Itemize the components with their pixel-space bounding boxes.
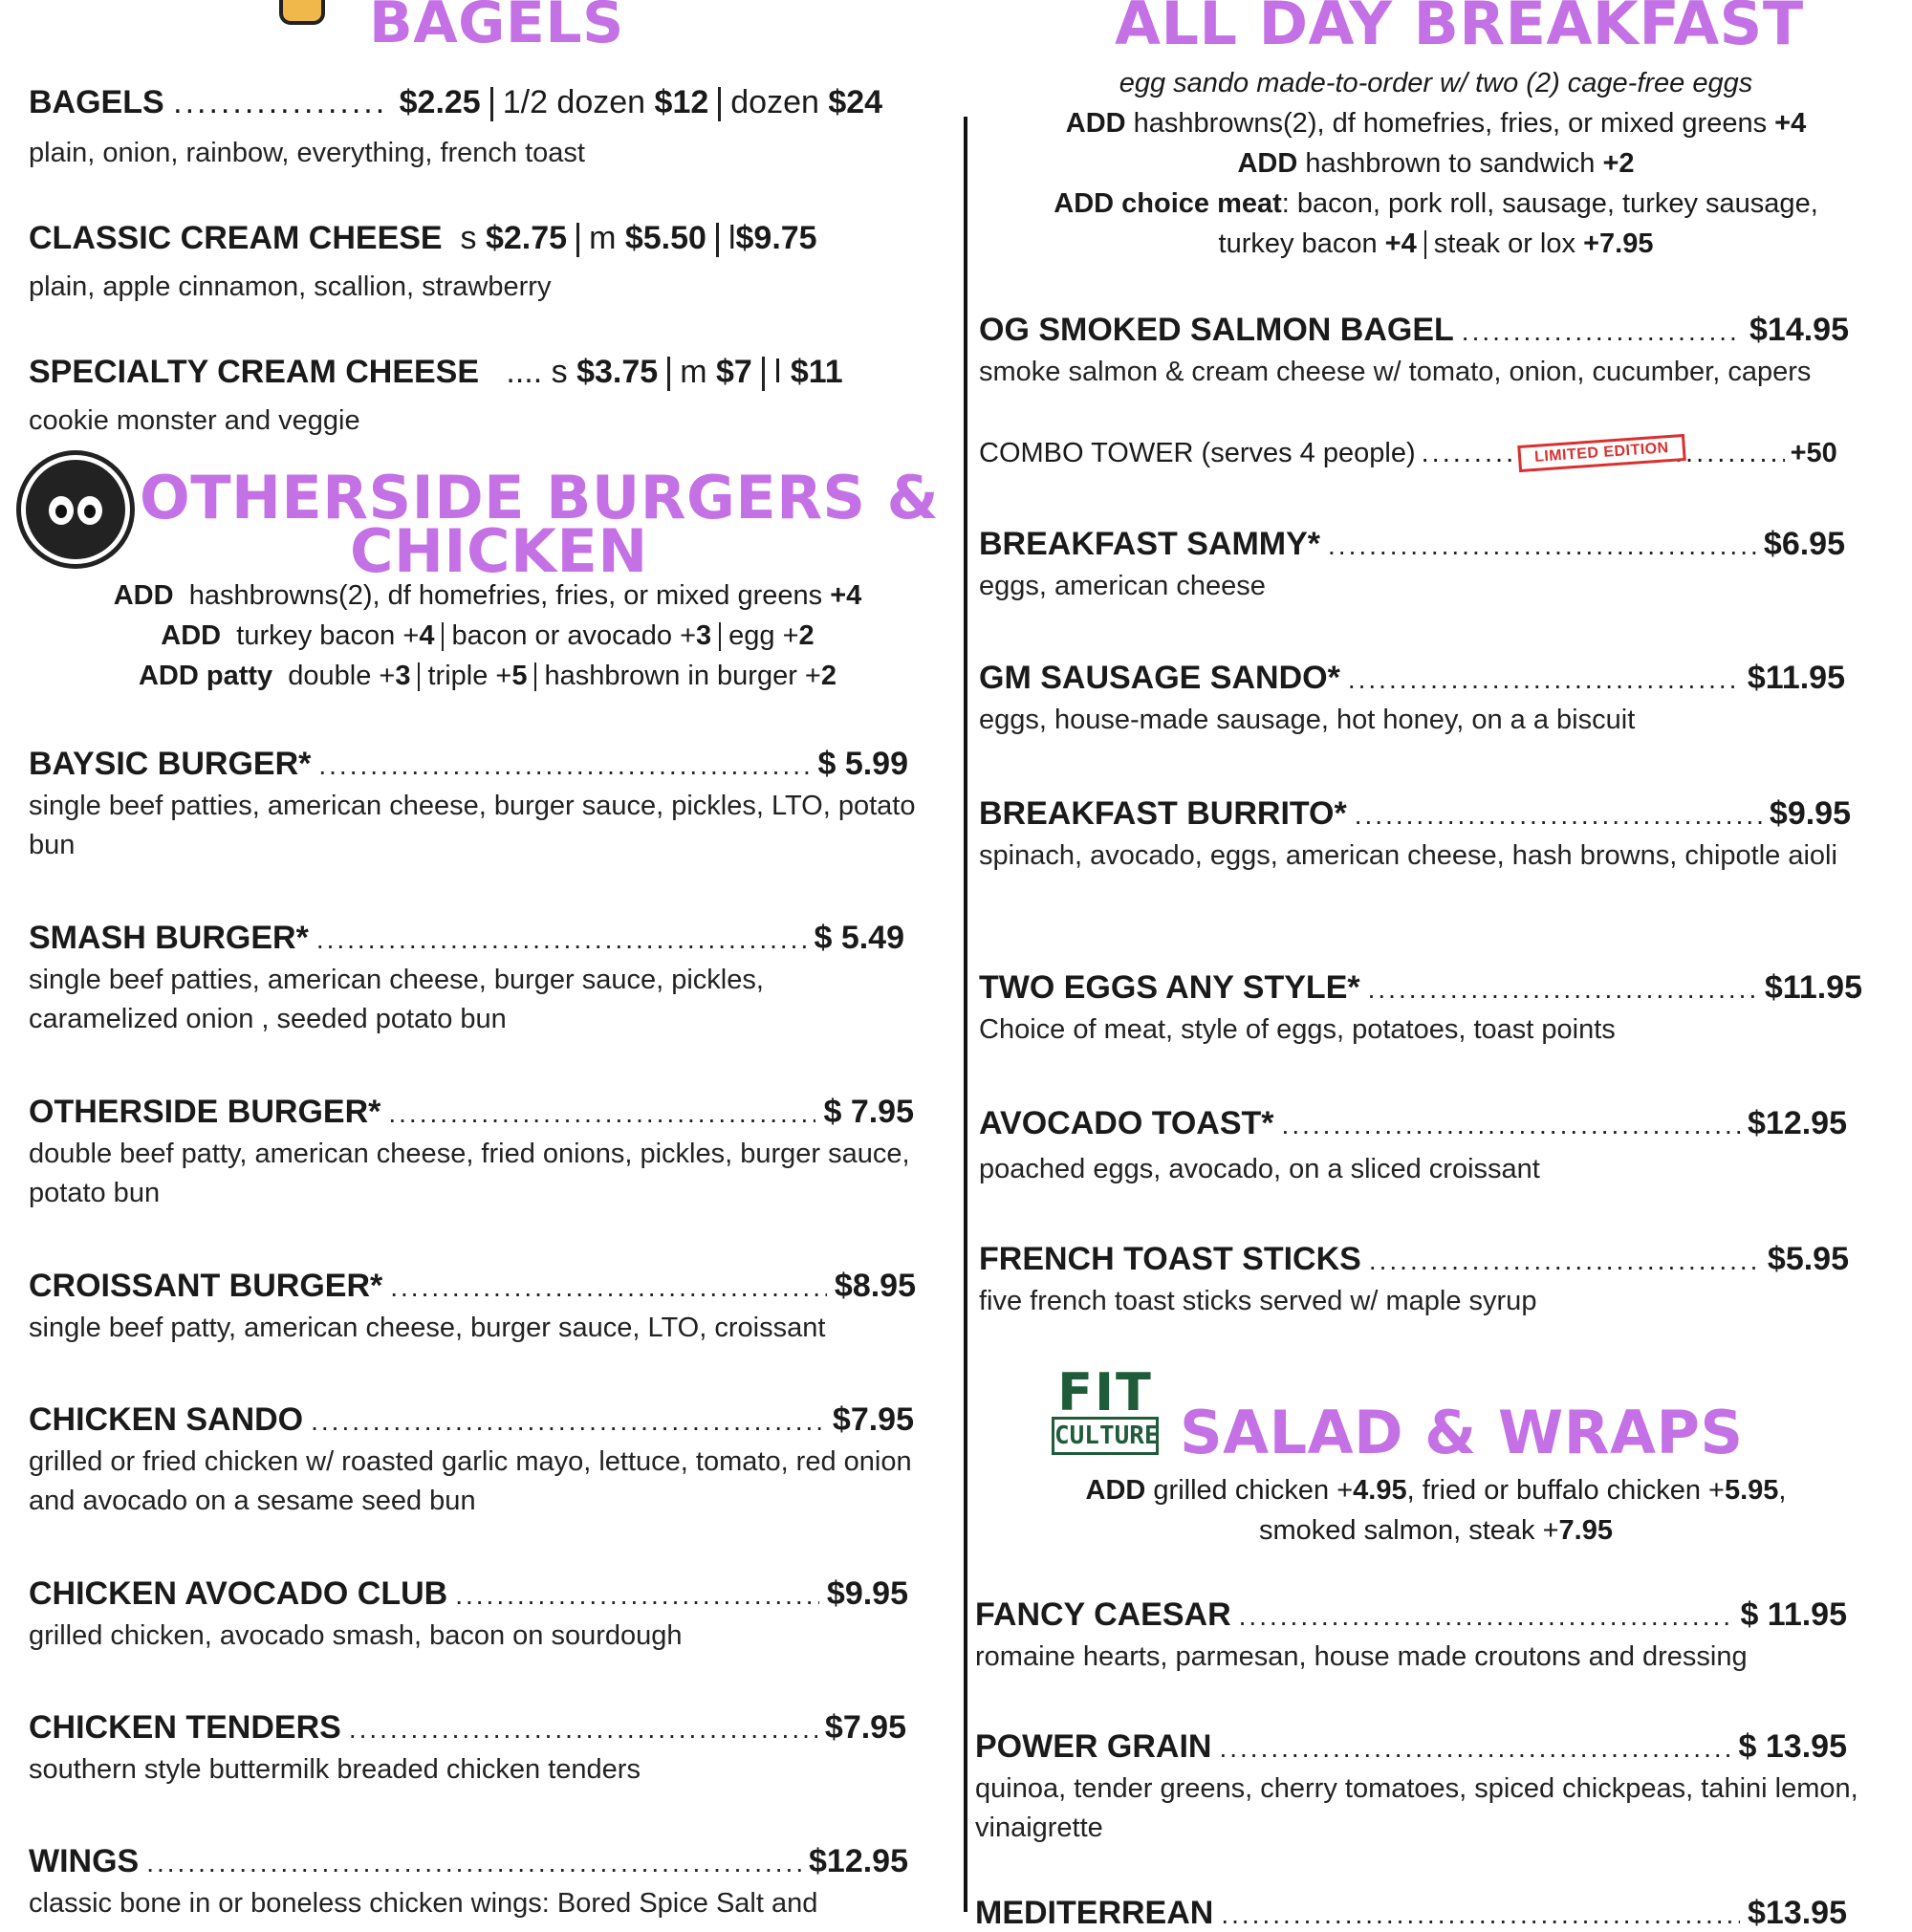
item-desc: romaine hearts, parmesan, house made croutons and dressing xyxy=(975,1641,1748,1672)
item-desc: poached eggs, avocado, on a sliced croissant xyxy=(979,1154,1540,1184)
burgers-heading-line2: CHICKEN xyxy=(350,516,648,586)
item-desc: eggs, house-made sausage, hot honey, on a a biscuit xyxy=(979,705,1636,735)
dots xyxy=(318,750,810,781)
item-name: GM SAUSAGE SANDO* xyxy=(979,660,1340,696)
dozen-price: $24 xyxy=(828,84,883,120)
menu-item xyxy=(29,920,904,1039)
size-s-label: s xyxy=(460,220,477,256)
addon-price: +7.95 xyxy=(1583,228,1654,259)
menu-item xyxy=(29,1094,914,1213)
breakfast-addons xyxy=(979,63,1893,264)
addon-text: turkey bacon + xyxy=(236,620,420,651)
item-desc: grilled chicken, avocado smash, bacon on sourdough xyxy=(29,1620,683,1651)
item-price: $ 5.99 xyxy=(817,746,908,782)
menu-item xyxy=(979,1241,1849,1321)
menu-item xyxy=(29,1268,916,1348)
menu-item xyxy=(29,746,916,865)
menu-item xyxy=(975,1895,1847,1932)
addon-price: 2 xyxy=(798,620,815,651)
item-price: $6.95 xyxy=(1763,526,1845,562)
column-divider xyxy=(964,117,967,1912)
item-name: WINGS xyxy=(29,1843,140,1879)
item-price: $ 11.95 xyxy=(1740,1596,1847,1633)
breakfast-subtitle: egg sando made-to-order w/ two (2) cage-free eggs xyxy=(1119,68,1753,98)
item-name: FANCY CAESAR xyxy=(975,1596,1231,1633)
menu-item xyxy=(29,1709,906,1790)
size-m-price: $5.50 xyxy=(624,220,706,256)
menu-item xyxy=(975,1596,1847,1677)
item-price: $ 7.95 xyxy=(823,1094,914,1130)
combo-price: +50 xyxy=(1790,438,1837,468)
separator xyxy=(718,87,721,121)
addon-line xyxy=(19,656,956,696)
dots xyxy=(349,1714,817,1745)
add-label: ADD xyxy=(1085,1475,1146,1506)
item-desc: spinach, avocado, eggs, american cheese, hash browns, chipotle aioli xyxy=(979,840,1837,871)
item-name: BREAKFAST SAMMY* xyxy=(979,526,1321,562)
addon-price: 4 xyxy=(419,620,435,651)
item-price: $ 5.49 xyxy=(814,920,904,956)
menu-item xyxy=(979,526,1845,606)
add-label: ADD xyxy=(1237,148,1298,179)
addon-price: 4.95 xyxy=(1353,1475,1407,1506)
addon-text: smoked salmon, steak + xyxy=(1259,1515,1559,1546)
add-label: ADD patty xyxy=(138,661,273,691)
dots xyxy=(1355,800,1762,831)
limited-edition-stamp-icon: LIMITED EDITION xyxy=(1517,434,1685,472)
dots xyxy=(1462,316,1742,347)
separator xyxy=(534,662,536,691)
addon-text: double + xyxy=(288,661,396,691)
dots xyxy=(1348,664,1740,695)
item-desc: single beef patty, american cheese, burger sauce, LTO, croissant xyxy=(29,1313,826,1343)
item-desc: classic bone in or boneless chicken wings: Bored Spice Salt and xyxy=(29,1888,818,1919)
separator xyxy=(762,357,765,391)
item-desc: double beef patty, american cheese, fried onions, pickles, burger sauce, potato bun xyxy=(29,1139,910,1208)
addon-text: steak or lox xyxy=(1433,228,1576,259)
item-name: OG SMOKED SALMON BAGEL xyxy=(979,312,1454,348)
menu-item xyxy=(29,1575,908,1656)
addon-price: 5.95 xyxy=(1724,1475,1779,1506)
separator xyxy=(667,357,670,391)
dots xyxy=(1221,1899,1740,1930)
addon-line xyxy=(979,1470,1893,1510)
item-price: $14.95 xyxy=(1749,312,1849,348)
size-m-price: $7 xyxy=(715,354,752,390)
dots xyxy=(1219,1733,1730,1764)
item-name: CHICKEN SANDO xyxy=(29,1401,304,1438)
item-name: POWER GRAIN xyxy=(975,1728,1212,1765)
addon-price: 7.95 xyxy=(1558,1515,1613,1546)
add-label: ADD xyxy=(1065,108,1126,139)
menu-item xyxy=(979,1105,1847,1189)
menu-item xyxy=(979,312,1849,392)
addon-line xyxy=(979,143,1893,184)
item-name: FRENCH TOAST STICKS xyxy=(979,1241,1361,1277)
classic-cream-cheese-desc: plain, apple cinnamon, scallion, strawberry xyxy=(29,271,552,302)
item-desc: southern style buttermilk breaded chicken tenders xyxy=(29,1754,641,1785)
item-name: AVOCADO TOAST* xyxy=(979,1105,1274,1141)
dots xyxy=(1328,531,1756,561)
addon-price: 2 xyxy=(820,661,837,691)
item-name: OTHERSIDE BURGER* xyxy=(29,1094,381,1130)
size-l-price: $9.75 xyxy=(735,220,817,256)
salads-heading: SALAD & WRAPS xyxy=(1180,1398,1744,1467)
addon-line xyxy=(979,1510,1893,1551)
addon-text: hashbrowns(2), df homefries, fries, or mixed greens xyxy=(1133,108,1768,139)
bagels-price: $2.25 xyxy=(399,84,481,120)
addon-price: +2 xyxy=(1602,148,1635,179)
item-name: MEDITERREAN xyxy=(975,1895,1214,1931)
addon-text: , xyxy=(1778,1475,1787,1506)
size-m-label: m xyxy=(589,220,617,256)
separator xyxy=(442,622,444,651)
item-name: TWO EGGS ANY STYLE* xyxy=(979,969,1360,1006)
bagels-price-line xyxy=(29,84,882,121)
salads-addons xyxy=(979,1470,1893,1551)
addon-text: grilled chicken + xyxy=(1153,1475,1354,1506)
addon-line xyxy=(979,103,1893,143)
item-name: BREAKFAST BURRITO* xyxy=(979,795,1347,832)
item-desc: single beef patties, american cheese, burger sauce, pickles, caramelized onion , seeded potato bun xyxy=(29,965,764,1034)
addon-line xyxy=(979,184,1893,224)
item-desc: eggs, american cheese xyxy=(979,571,1266,601)
fit-logo-text: FIT xyxy=(1057,1362,1153,1422)
size-s-price: $2.75 xyxy=(485,220,568,256)
separator xyxy=(1424,230,1426,259)
item-desc: Choice of meat, style of eggs, potatoes, toast points xyxy=(979,1014,1616,1045)
separator xyxy=(716,223,719,257)
menu-item xyxy=(29,1843,908,1923)
addon-text: bacon or avocado + xyxy=(451,620,697,651)
size-l-label: l xyxy=(728,220,736,256)
addon-price: 3 xyxy=(696,620,712,651)
item-price: $5.95 xyxy=(1767,1241,1849,1277)
item-name: CROISSANT BURGER* xyxy=(29,1268,383,1304)
addon-price: +4 xyxy=(1384,228,1417,259)
specialty-cream-cheese-name: SPECIALTY CREAM CHEESE xyxy=(29,354,480,390)
menu-item xyxy=(979,795,1851,876)
addon-text: triple + xyxy=(427,661,512,691)
add-label: ADD xyxy=(161,620,222,651)
addon-text: hashbrowns(2), df homefries, fries, or mixed greens xyxy=(188,580,823,611)
breakfast-heading: ALL DAY BREAKFAST xyxy=(1115,0,1804,58)
combo-tower-line xyxy=(979,438,1843,469)
dots xyxy=(1239,1601,1733,1632)
size-s-price: $3.75 xyxy=(576,354,659,390)
fit-culture-logo-icon xyxy=(1052,1362,1160,1455)
add-label: ADD xyxy=(113,580,174,611)
culture-logo-text: CULTURE xyxy=(1052,1417,1159,1455)
item-desc: grilled or fried chicken w/ roasted garlic mayo, lettuce, tomato, red onion and avocado on a sesame seed bun xyxy=(29,1446,912,1516)
classic-cream-cheese-line xyxy=(29,220,817,257)
item-desc: single beef patties, american cheese, burger sauce, pickles, LTO, potato bun xyxy=(29,791,916,860)
size-l-label: l xyxy=(773,354,782,390)
half-dozen-label: 1/2 dozen xyxy=(502,84,646,120)
dots xyxy=(1282,1110,1740,1140)
dots xyxy=(146,1848,801,1878)
dots xyxy=(1369,1246,1760,1276)
item-desc: five french toast sticks served w/ maple syrup xyxy=(979,1286,1537,1316)
otherside-logo-icon xyxy=(21,455,130,564)
addon-price: 3 xyxy=(395,661,411,691)
size-s-label: s xyxy=(551,354,568,390)
item-price: $9.95 xyxy=(826,1575,908,1612)
bagels-heading: BAGELS xyxy=(369,0,624,56)
dots xyxy=(316,924,807,955)
dots xyxy=(1368,974,1757,1005)
size-m-label: m xyxy=(680,354,707,390)
dots xyxy=(390,1272,827,1303)
dots: .... xyxy=(506,354,543,390)
item-price: $13.95 xyxy=(1748,1895,1847,1931)
specialty-cream-cheese-desc: cookie monster and veggie xyxy=(29,405,360,436)
item-price: $9.95 xyxy=(1769,795,1851,832)
addon-text: egg + xyxy=(728,620,799,651)
addon-line xyxy=(19,616,956,656)
item-price: $12.95 xyxy=(1748,1105,1847,1141)
dozen-label: dozen xyxy=(730,84,819,120)
menu-item xyxy=(29,1401,914,1521)
addon-text: turkey bacon xyxy=(1218,228,1378,259)
separator xyxy=(576,223,579,257)
addon-line xyxy=(19,575,956,616)
addon-price: +4 xyxy=(1774,108,1807,139)
item-price: $12.95 xyxy=(809,1843,908,1879)
item-name: SMASH BURGER* xyxy=(29,920,309,956)
item-price: $11.95 xyxy=(1764,969,1862,1006)
separator xyxy=(490,87,493,121)
item-price: $7.95 xyxy=(832,1401,914,1438)
menu-item xyxy=(979,660,1845,740)
logo-eye xyxy=(77,496,102,525)
menu-item xyxy=(975,1728,1858,1848)
dots xyxy=(311,1406,825,1437)
specialty-cream-cheese-line xyxy=(29,354,843,391)
size-l-price: $11 xyxy=(790,354,843,390)
item-price: $ 13.95 xyxy=(1738,1728,1847,1765)
classic-cream-cheese-name: CLASSIC CREAM CHEESE xyxy=(29,220,443,256)
item-price: $8.95 xyxy=(834,1268,916,1304)
addon-price: 5 xyxy=(511,661,528,691)
dots xyxy=(388,1098,815,1129)
addon-text: : bacon, pork roll, sausage, turkey sausage, xyxy=(1281,188,1818,219)
burgers-addons xyxy=(19,575,956,696)
addon-text: hashbrown in burger + xyxy=(544,661,821,691)
item-desc: quinoa, tender greens, cherry tomatoes, spiced chickpeas, tahini lemon, vinaigrette xyxy=(975,1773,1858,1843)
dots xyxy=(455,1580,819,1611)
combo-label: COMBO TOWER (serves 4 people) xyxy=(979,438,1416,468)
item-name: CHICKEN TENDERS xyxy=(29,1709,341,1746)
burgers-heading-line1: OTHERSIDE BURGERS & xyxy=(140,463,940,532)
toast-icon xyxy=(279,0,325,25)
item-price: $11.95 xyxy=(1747,660,1845,696)
addon-line xyxy=(979,224,1893,264)
dots: .................. xyxy=(173,84,400,120)
item-price: $7.95 xyxy=(824,1709,906,1746)
logo-eye xyxy=(49,496,74,525)
add-label: ADD choice meat xyxy=(1054,188,1282,219)
half-dozen-price: $12 xyxy=(654,84,709,120)
item-name: BAYSIC BURGER* xyxy=(29,746,312,782)
addon-text: hashbrown to sandwich xyxy=(1305,148,1596,179)
separator xyxy=(719,622,721,651)
menu-item xyxy=(979,969,1862,1050)
addon-text: , fried or buffalo chicken + xyxy=(1406,1475,1725,1506)
bagels-desc: plain, onion, rainbow, everything, french toast xyxy=(29,138,585,168)
separator xyxy=(418,662,420,691)
bagels-name: BAGELS xyxy=(29,84,164,120)
addon-price: +4 xyxy=(830,580,862,611)
item-desc: smoke salmon & cream cheese w/ tomato, onion, cucumber, capers xyxy=(979,357,1812,387)
item-name: CHICKEN AVOCADO CLUB xyxy=(29,1575,448,1612)
